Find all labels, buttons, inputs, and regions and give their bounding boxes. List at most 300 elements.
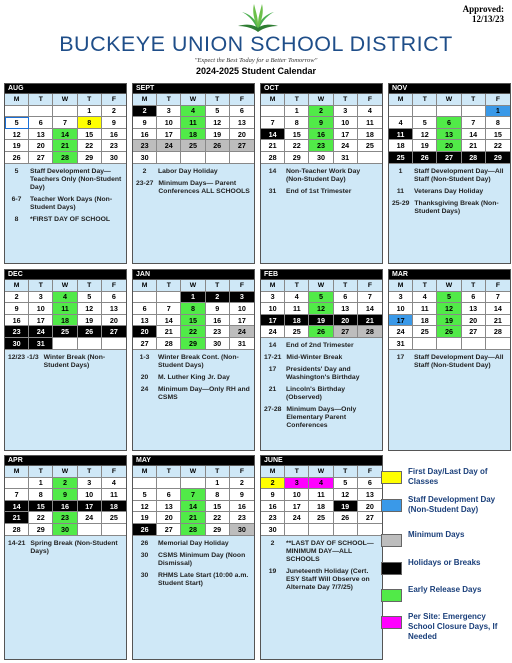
day-cell: 20 [462, 315, 486, 327]
empty-day-cell [413, 338, 437, 350]
weekday-header: W [181, 280, 205, 292]
note-text: *FIRST DAY OF SCHOOL [30, 215, 111, 223]
weekday-header: F [102, 466, 126, 478]
note-text: Lincoln's Birthday (Observed) [286, 385, 346, 401]
day-cell: 6 [230, 106, 254, 118]
day-cell: 26 [78, 326, 102, 338]
empty-day-cell [437, 106, 461, 118]
day-cell: 24 [334, 140, 358, 152]
empty-day-cell [309, 524, 333, 536]
month-dec [4, 269, 127, 451]
day-grid [133, 93, 254, 164]
weekday-header: F [230, 466, 254, 478]
day-cell: 19 [206, 129, 230, 141]
empty-day-cell [29, 106, 53, 118]
weekday-header: W [53, 466, 77, 478]
weekday-header: M [133, 466, 157, 478]
day-cell: 4 [181, 106, 205, 118]
note-text: CSMS Minimum Day (Noon Dismissal) [158, 551, 246, 567]
day-cell: 16 [133, 129, 157, 141]
day-cell: 22 [181, 326, 205, 338]
note-date: 2 [142, 167, 147, 175]
note-item [264, 188, 379, 196]
note-date: 30 [140, 551, 149, 559]
weekday-header: T [206, 280, 230, 292]
note-date: 2 [270, 539, 275, 547]
day-cell: 17 [230, 315, 254, 327]
weekday-header: M [389, 280, 413, 292]
day-cell: 7 [181, 489, 205, 501]
day-cell: 2 [230, 478, 254, 490]
note-date: 1-3 [139, 353, 150, 361]
day-cell: 6 [334, 292, 358, 304]
day-cell: 27 [157, 524, 181, 536]
note-item [136, 180, 251, 196]
weekday-header: T [29, 466, 53, 478]
note-date: 20 [140, 373, 149, 381]
note-item [264, 406, 379, 430]
day-cell: 13 [358, 489, 382, 501]
day-cell: 5 [206, 106, 230, 118]
note-date: 14-21 [8, 539, 26, 547]
day-cell: 7 [53, 117, 77, 129]
day-cell: 18 [413, 315, 437, 327]
note-date: 21 [268, 385, 277, 393]
day-cell: 3 [157, 106, 181, 118]
day-cell: 27 [462, 326, 486, 338]
day-cell: 11 [389, 129, 413, 141]
district-name: BUCKEYE UNION SCHOOL DISTRICT [59, 32, 453, 56]
calendar-title: 2024-2025 Student Calendar [195, 66, 317, 76]
day-cell: 30 [53, 524, 77, 536]
empty-day-cell [462, 106, 486, 118]
weekday-header: W [181, 94, 205, 106]
day-cell: 30 [133, 152, 157, 164]
day-cell: 11 [309, 489, 333, 501]
day-grid [133, 465, 254, 536]
day-cell: 12 [437, 303, 461, 315]
note-text: Thanksgiving Break (Non-Student Days) [414, 199, 499, 215]
day-cell: 12 [78, 303, 102, 315]
day-cell: 10 [261, 303, 285, 315]
day-cell: 18 [53, 315, 77, 327]
legend [381, 467, 509, 659]
day-cell: 4 [102, 478, 126, 490]
month-notes [389, 350, 510, 376]
day-cell: 21 [181, 512, 205, 524]
day-cell: 3 [230, 292, 254, 304]
empty-day-cell [486, 338, 510, 350]
note-item [136, 354, 251, 370]
day-cell: 10 [157, 117, 181, 129]
legend-item [381, 530, 509, 560]
day-cell: 2 [133, 106, 157, 118]
day-cell: 10 [29, 303, 53, 315]
day-cell: 3 [29, 292, 53, 304]
weekday-header: T [462, 280, 486, 292]
day-cell: 26 [334, 512, 358, 524]
day-grid [261, 93, 382, 164]
day-cell: 17 [78, 501, 102, 513]
day-cell: 25 [53, 326, 77, 338]
day-cell: 14 [5, 501, 29, 513]
day-cell: 13 [437, 129, 461, 141]
note-text: Mid-Winter Break [286, 353, 343, 361]
day-cell: 9 [206, 303, 230, 315]
day-cell: 18 [309, 501, 333, 513]
note-item [8, 196, 123, 212]
day-cell: 23 [309, 140, 333, 152]
weekday-header: T [462, 94, 486, 106]
day-cell: 16 [230, 501, 254, 513]
note-date: 8 [14, 215, 19, 223]
day-cell: 22 [29, 512, 53, 524]
day-cell: 3 [334, 106, 358, 118]
day-cell: 21 [53, 140, 77, 152]
empty-day-cell [53, 338, 77, 350]
empty-day-cell [413, 106, 437, 118]
day-cell: 8 [78, 117, 102, 129]
empty-day-cell [334, 524, 358, 536]
weekday-header: M [389, 94, 413, 106]
day-cell: 20 [230, 129, 254, 141]
weekday-header: T [206, 466, 230, 478]
day-cell: 24 [261, 326, 285, 338]
day-cell: 17 [261, 315, 285, 327]
day-cell: 26 [206, 140, 230, 152]
day-cell: 14 [181, 501, 205, 513]
day-cell: 10 [78, 489, 102, 501]
month-name: OCT [261, 84, 382, 93]
day-cell: 21 [261, 140, 285, 152]
weekday-header: T [413, 280, 437, 292]
day-grid [261, 279, 382, 338]
day-cell: 7 [358, 292, 382, 304]
note-text: Labor Day Holiday [158, 167, 218, 175]
month-name: MAY [133, 456, 254, 465]
day-cell: 4 [53, 292, 77, 304]
note-date: 19 [268, 567, 277, 575]
day-cell: 27 [102, 326, 126, 338]
day-cell: 6 [462, 292, 486, 304]
day-cell: 5 [437, 292, 461, 304]
note-date: 1 [398, 167, 403, 175]
note-date: 23-27 [136, 179, 154, 187]
note-item [392, 188, 507, 196]
day-cell: 11 [358, 117, 382, 129]
day-cell: 14 [157, 315, 181, 327]
day-cell: 6 [133, 303, 157, 315]
day-cell: 1 [29, 478, 53, 490]
note-date: 31 [268, 187, 277, 195]
day-cell: 16 [206, 315, 230, 327]
day-cell: 20 [157, 512, 181, 524]
day-cell: 28 [5, 524, 29, 536]
note-item [264, 568, 379, 592]
legend-label: First Day/Last Day of Classes [408, 467, 488, 486]
month-name: NOV [389, 84, 510, 93]
day-cell: 5 [78, 292, 102, 304]
note-item [136, 572, 251, 588]
day-cell: 26 [309, 326, 333, 338]
weekday-header: M [133, 280, 157, 292]
day-cell: 17 [29, 315, 53, 327]
day-cell: 10 [230, 303, 254, 315]
day-cell: 12 [5, 129, 29, 141]
note-item [136, 540, 251, 548]
day-cell: 13 [157, 501, 181, 513]
day-cell: 16 [102, 129, 126, 141]
legend-swatch [381, 499, 402, 512]
weekday-header: T [206, 94, 230, 106]
note-item [8, 354, 123, 370]
empty-day-cell [261, 106, 285, 118]
day-cell: 27 [358, 512, 382, 524]
weekday-header: F [102, 280, 126, 292]
day-cell: 2 [309, 106, 333, 118]
legend-swatch [381, 616, 402, 629]
day-cell: 23 [53, 512, 77, 524]
day-cell: 28 [181, 524, 205, 536]
day-cell: 17 [157, 129, 181, 141]
day-cell: 15 [29, 501, 53, 513]
weekday-header: T [157, 94, 181, 106]
day-cell: 7 [157, 303, 181, 315]
day-cell: 1 [206, 478, 230, 490]
day-cell: 23 [5, 326, 29, 338]
weekday-header: T [29, 94, 53, 106]
weekday-header: T [78, 94, 102, 106]
day-cell: 22 [78, 140, 102, 152]
day-cell: 13 [29, 129, 53, 141]
legend-item [381, 612, 509, 642]
note-text: Memorial Day Holiday [158, 539, 229, 547]
weekday-header: T [157, 280, 181, 292]
day-cell: 13 [230, 117, 254, 129]
note-item [392, 168, 507, 184]
month-name: SEPT [133, 84, 254, 93]
day-cell: 2 [53, 478, 77, 490]
day-cell: 16 [309, 129, 333, 141]
day-cell: 28 [261, 152, 285, 164]
empty-day-cell [78, 524, 102, 536]
month-name: DEC [5, 270, 126, 279]
day-cell: 4 [358, 106, 382, 118]
legend-item [381, 558, 509, 588]
day-cell: 5 [309, 292, 333, 304]
day-cell: 26 [437, 326, 461, 338]
day-cell: 11 [285, 303, 309, 315]
day-cell: 30 [230, 524, 254, 536]
day-cell: 22 [486, 140, 510, 152]
day-cell: 7 [5, 489, 29, 501]
day-cell: 30 [309, 152, 333, 164]
note-text: Presidents' Day and Washington's Birthday [286, 365, 360, 381]
day-cell: 20 [102, 315, 126, 327]
note-date: 14 [268, 167, 277, 175]
day-cell: 10 [389, 303, 413, 315]
day-cell: 29 [285, 152, 309, 164]
day-cell: 12 [309, 303, 333, 315]
day-cell: 20 [133, 326, 157, 338]
note-item [8, 216, 123, 224]
note-date: 27-28 [264, 405, 282, 413]
month-nov [388, 83, 511, 264]
note-date: 6-7 [11, 195, 22, 203]
day-cell: 25 [181, 140, 205, 152]
month-feb [260, 269, 383, 451]
note-item [264, 540, 379, 564]
tagline: "Expect the Best Today for a Better Tomorrow" [194, 57, 318, 64]
day-cell: 24 [285, 512, 309, 524]
day-cell: 24 [230, 326, 254, 338]
day-cell: 19 [334, 501, 358, 513]
day-cell: 18 [181, 129, 205, 141]
weekday-header: M [5, 280, 29, 292]
note-text: Staff Development Day—Teachers Only (Non-Student Day) [30, 167, 122, 191]
day-cell: 25 [413, 326, 437, 338]
day-cell: 13 [102, 303, 126, 315]
note-item [136, 374, 251, 382]
day-cell: 9 [102, 117, 126, 129]
note-item [264, 168, 379, 184]
day-cell: 19 [413, 140, 437, 152]
month-notes [261, 536, 382, 598]
empty-day-cell [5, 106, 29, 118]
day-cell: 20 [334, 315, 358, 327]
weekday-header: W [309, 280, 333, 292]
day-cell: 13 [462, 303, 486, 315]
note-text: Staff Development Day—All Staff (Non-Student Day) [414, 167, 504, 183]
day-cell: 8 [29, 489, 53, 501]
day-cell: 17 [389, 315, 413, 327]
day-cell: 30 [5, 338, 29, 350]
note-item [392, 200, 507, 216]
legend-swatch [381, 589, 402, 602]
empty-day-cell [462, 338, 486, 350]
legend-label: Per Site: Emergency School Closure Days, If Needed [408, 612, 498, 641]
day-cell: 29 [78, 152, 102, 164]
weekday-header: T [78, 466, 102, 478]
day-cell: 6 [437, 117, 461, 129]
weekday-header: T [285, 280, 309, 292]
weekday-header: T [334, 466, 358, 478]
day-cell: 1 [78, 106, 102, 118]
month-june [260, 455, 383, 660]
weekday-header: W [53, 94, 77, 106]
day-cell: 6 [358, 478, 382, 490]
day-cell: 14 [53, 129, 77, 141]
day-cell: 9 [133, 117, 157, 129]
day-cell: 19 [133, 512, 157, 524]
day-cell: 6 [29, 117, 53, 129]
weekday-header: W [309, 94, 333, 106]
note-text: End of 1st Trimester [286, 187, 352, 195]
day-cell: 22 [206, 512, 230, 524]
day-cell: 9 [230, 489, 254, 501]
weekday-header: T [157, 466, 181, 478]
month-notes [5, 536, 126, 562]
day-grid [261, 465, 382, 536]
day-cell: 16 [5, 315, 29, 327]
buckeye-logo-icon [236, 2, 280, 34]
day-cell: 26 [413, 152, 437, 164]
month-name: AUG [5, 84, 126, 93]
day-cell: 27 [230, 140, 254, 152]
month-notes [261, 338, 382, 436]
day-cell: 3 [389, 292, 413, 304]
legend-label: Early Release Days [408, 585, 482, 594]
month-jan [132, 269, 255, 451]
legend-swatch [381, 534, 402, 547]
day-cell: 14 [462, 129, 486, 141]
day-cell: 19 [78, 315, 102, 327]
weekday-header: F [486, 280, 510, 292]
day-cell: 5 [5, 117, 29, 129]
note-text: Winter Break Cont. (Non-Student Days) [158, 353, 239, 369]
note-text: RHMS Late Start (10:00 a.m. Student Start) [158, 571, 249, 587]
note-item [264, 342, 379, 350]
day-cell: 23 [261, 512, 285, 524]
day-cell: 9 [53, 489, 77, 501]
month-notes [5, 164, 126, 230]
day-cell: 8 [486, 117, 510, 129]
day-cell: 3 [78, 478, 102, 490]
day-cell: 4 [285, 292, 309, 304]
day-cell: 13 [133, 315, 157, 327]
day-cell: 5 [133, 489, 157, 501]
day-cell: 30 [261, 524, 285, 536]
day-cell: 8 [206, 489, 230, 501]
day-cell: 11 [413, 303, 437, 315]
day-cell: 2 [206, 292, 230, 304]
legend-swatch [381, 471, 402, 484]
legend-label: Minimum Days [408, 530, 465, 539]
day-cell: 21 [157, 326, 181, 338]
empty-day-cell [285, 524, 309, 536]
weekday-header: T [334, 280, 358, 292]
weekday-header: M [261, 466, 285, 478]
day-cell: 11 [181, 117, 205, 129]
note-text: Staff Development Day—All Staff (Non-Student Day) [414, 353, 504, 369]
day-cell: 18 [389, 140, 413, 152]
day-cell: 11 [53, 303, 77, 315]
day-cell: 22 [285, 140, 309, 152]
day-grid [389, 279, 510, 350]
note-item [136, 386, 251, 402]
month-name: MAR [389, 270, 510, 279]
day-cell: 21 [486, 315, 510, 327]
day-cell: 2 [102, 106, 126, 118]
day-cell: 12 [334, 489, 358, 501]
header [0, 0, 512, 82]
day-cell: 10 [285, 489, 309, 501]
note-text: Juneteenth Holiday (Cert. ESY Staff Will Observe on Alternate Day 7/7/25) [286, 567, 370, 591]
weekday-header: M [5, 466, 29, 478]
empty-day-cell [389, 106, 413, 118]
day-cell: 31 [334, 152, 358, 164]
day-cell: 12 [133, 501, 157, 513]
day-cell: 23 [206, 326, 230, 338]
note-item [264, 366, 379, 382]
day-cell: 24 [389, 326, 413, 338]
day-cell: 10 [334, 117, 358, 129]
day-cell: 27 [334, 326, 358, 338]
day-cell: 25 [389, 152, 413, 164]
day-cell: 24 [78, 512, 102, 524]
empty-day-cell [102, 338, 126, 350]
weekday-header: F [358, 280, 382, 292]
